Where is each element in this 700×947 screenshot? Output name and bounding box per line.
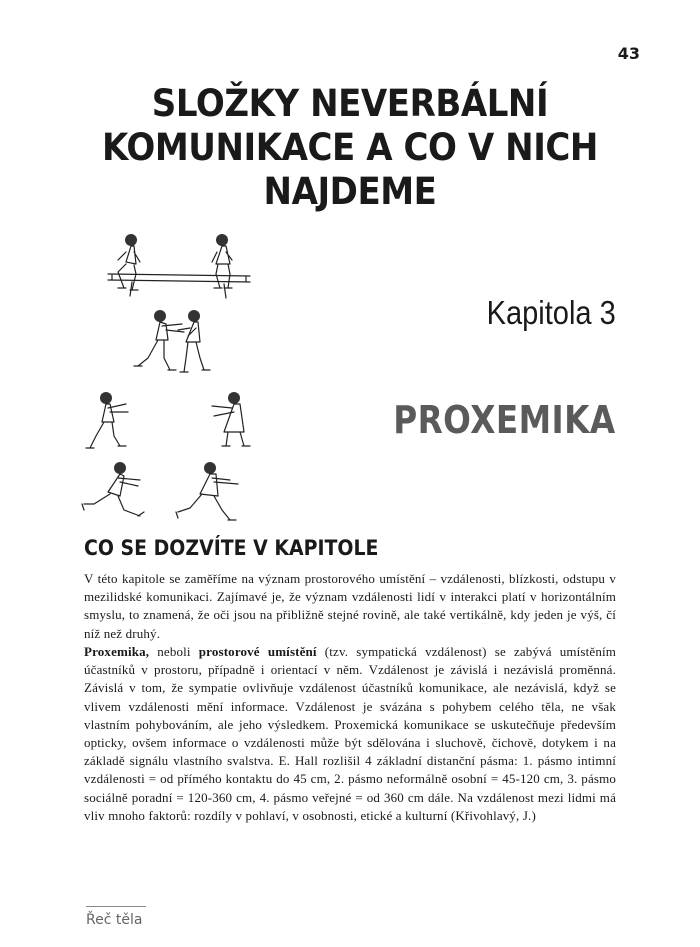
- reaching-pair-drawing: [84, 388, 264, 458]
- chapter-label: Kapitola 3: [486, 294, 616, 331]
- embracing-pair-drawing: [130, 306, 220, 378]
- definition-emphasis: prostorové umístění: [198, 644, 317, 659]
- running-pair-drawing: [80, 460, 270, 526]
- intro-heading: CO SE DOZVÍTE V KAPITOLE: [84, 536, 379, 560]
- definition-paragraph: [84, 643, 616, 825]
- page-number: 43: [617, 44, 640, 63]
- footer-divider: [86, 906, 146, 907]
- page-title: [65, 82, 635, 214]
- definition-term: Proxemika,: [84, 644, 150, 659]
- proxemics-illustration: [80, 228, 270, 528]
- title-line-1: SLOŽKY NEVERBÁLNÍ: [151, 82, 549, 125]
- title-line-2: KOMUNIKACE A CO V NICH: [102, 126, 598, 169]
- intro-paragraph: V této kapitole se zaměříme na význam prostorového umístění – vzdálenosti, blízkosti, odstupu v mezilidské komunikaci. Zajímavé je, že význam vzdálenosti lidí v interakci platí v horizontálním smyslu, to znamená, že oči jsou na přibližně stejné rovině, ale také vertikálně, kdy jeden je výš, čí níž než druhý.: [84, 571, 616, 641]
- title-line-3: NAJDEME: [263, 170, 437, 213]
- definition-text-2: (tzv. sympatická vzdálenost) se zabývá umístěním účastníků v prostoru, případně i orientací v něm. Vzdálenost je závislá i nezávislá proměnná. Závislá v tom, že sympatie ovlivňuje vzdálenost účastníků komunikace, ale nezávislá, když se vlivem vzdálenosti mění informace. Vzdálenost je svázána s pohybem celého těla, ne však vlastním pohybováním, ale jeho výsledkem. Proxemická komunikace se uskutečňuje především opticky, ovšem informace o vzdálenosti může být sdělována i sluchově, čichově, dotykem i na základě signálu vlastního svalstva. E. Hall rozlišil 4 základní distanční pásma: 1. pásmo intimní vzdálenosti = od přímého kontaktu do 45 cm, 2. pásmo neformálně osobní = 45-120 cm, 3. pásmo sociálně poradní = 120-360 cm, 4. pásmo veřejné = od 360 cm dále. Na vzdálenost mezi lidmi má vliv mnoho faktorů: rozdíly v pohlaví, v osobnosti, etické a kulturní (Křivohlavý, J.): [84, 644, 617, 823]
- bench-sitting-pair-drawing: [104, 228, 254, 300]
- definition-text-1: neboli: [149, 644, 199, 659]
- footer-book-title: Řeč těla: [86, 912, 143, 928]
- section-title: PROXEMIKA: [393, 398, 616, 442]
